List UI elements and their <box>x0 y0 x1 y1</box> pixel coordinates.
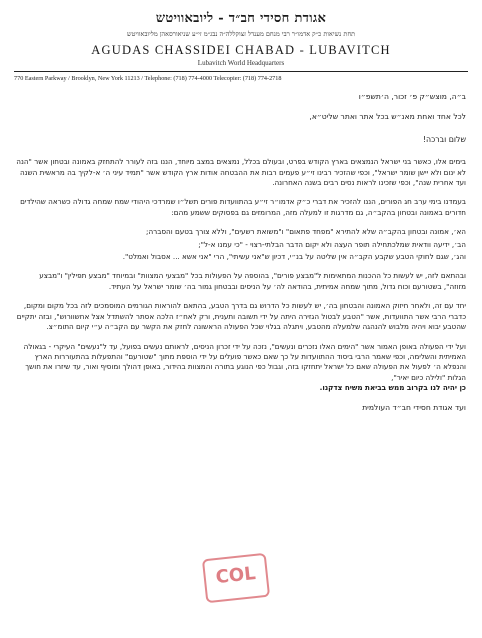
paragraph-6-closing: כן יהיה לנו בקרוב ממש בביאת משיח צדקנו. <box>319 383 466 393</box>
paragraph-4: ובהתאם לזה, יש לעשות כל ההכנות המתאימות ל"מבצע פורים", בהוספה על הפעולות בכל "מבצעי המצוות" ובמיוחד "מבצע תפילין" ו"מבצע מזוזה", בשטורעם וכוח גדול, מתוך שמחה אמיתית, בהודאה לה׳ על הניסים ובבטחון גמור בה׳ שומר ישראל על העתיד. <box>39 271 466 291</box>
paragraph-5: יחד עם זה, ולאחר חיזוק האמונה והבטחון בה׳, יש לעשות כל הדרוש גם בדרך הטבע, בהתאם להוראות הגורמים המוסמכים לזה בכל מקום ומקום, כדברי הרבי אשר התוועדות, אשר "הטבע לבטול הגזירה היתה על ידי תשובה ותענית, ורק לאח״ז הלכה אסתר להשתדל אצל אחשוורוש", ובזה יתקיים שהטבע יבוא ויהיה מלבוש להנהגה שלמעלה מהטבע, ויתגלה בגלוי שכל הפעולה הראשונה לחזק את הקשר עם הקב״ה ע״י קיום התומ״צ. <box>16 301 466 332</box>
letterhead-hebrew-title: אגודת חסידי חב״ד - ליובאוויטש <box>155 11 327 26</box>
letterhead-divider <box>14 71 468 72</box>
letterhead-address: 770 Eastern Parkway / Brooklyn, New York 11213 / Telephone: (718) 774-4000 Telecopier: (718) 774-2718 <box>14 75 282 82</box>
paragraph-3b: הב׳, ידיעה וודאית שמלכתחילה תופר העצה ולא יקום הדבר הבלתי-רצוי - "כי עמנו א-ל"; <box>198 239 466 249</box>
letterhead-hebrew-subtitle: תחת נשיאות כ״ק אדמו״ר רבי מנחם מענדל זצוקללה״ה נבג״מ זי״ע שניאורסאהן מליובאוויטש <box>126 30 356 38</box>
greeting: שלום וברכה! <box>422 134 466 144</box>
paragraph-3c: והג׳, שגם לחוקי הטבע שקבע הקב״ה אין שליטה על בנ״י, דכיון ש"אני עשיתי", הרי "אני אשא ... אסבול ואמלט". <box>122 252 466 262</box>
letterhead-english-title: AGUDAS CHASSIDEI CHABAD - LUBAVITCH <box>91 43 391 57</box>
paragraph-1: בימים אלו, כאשר בני ישראל הנמצאים בארץ הקודש בפרט, ובעולם בכלל, נמצאים במצב מיוחד, הננו בזה לעורר להתחזק באמונה ובטחון אשר "הנה לא ינום ולא יישן שומר ישראל", וכפי שהזכיר רבינו זי״ע פעמים רבות את ההבטחה אודות ארץ הקודש אשר "תמיד עיני ה׳ א-לקיך בה מראשית השנה ועד אחרית שנה", וכפי שזכינו לראות נסים רבים בשנה האחרונה. <box>16 157 466 188</box>
letter-body <box>16 92 466 422</box>
paragraph-3a: הא׳, אמונה ובטחון בהקב״ה שלא להתירא "מפחד פתאום" ו"משואת רשעים", וללא צורך בטעם והסברה; <box>146 227 466 237</box>
letterhead-headquarters: Lubavitch World Headquarters <box>197 59 285 67</box>
date-line: ב״ה, מוצש״ק פ׳ זכור, ה׳תשפ״ו <box>358 92 466 101</box>
salutation: לכל אחד ואחת מאנ״ש בכל אתר ואתר שליט״א, <box>309 112 466 122</box>
paragraph-2: בעמדנו בימי ערב חג הפורים, הננו להזכיר את דברי כ״ק אדמו״ר זי״ע בהתוועדות פורים תשל״ו שמרדכי היהודי שמח שמחה גדולה כשראה שהילדים חדורים באמונה ובטחון בהקב״ה, גם מדרגות זו למעלה מזה, המרומזים גם בפסוקים ששמע מהם: <box>20 197 466 217</box>
watermark-stamp: COL <box>202 553 270 603</box>
signature: ועד אגודת חסידי חב״ד העולמית <box>362 402 466 412</box>
letterhead <box>14 6 468 82</box>
paragraph-6: ועל ידי הפעולה באופן האמור אשר "הימים האלו נזכרים ונעשים", נזכה על ידי זכרון הניסים, לראותם נעשים בפועל, עד ל"נעשים" העיקרי - בגאולה האמיתית והשלימה, וכפי שאמר הרבי ביסוד ההתוועדות על כך שאם כאשר פועלים על ידי הוספת מתוך "שטורעם" והתפעלות בהתעוררות הארץ והנפלא ה׳ לפעול את הפעולה שאם כל ישראל יתחזקו בזה, וגבול כפי הנוגע בתורה והמצוות בהידור, באופן דהולך ומוסיף ואור, עד שיזרו את חושך הגלות "ולילה כיום יאיר", <box>23 341 466 382</box>
